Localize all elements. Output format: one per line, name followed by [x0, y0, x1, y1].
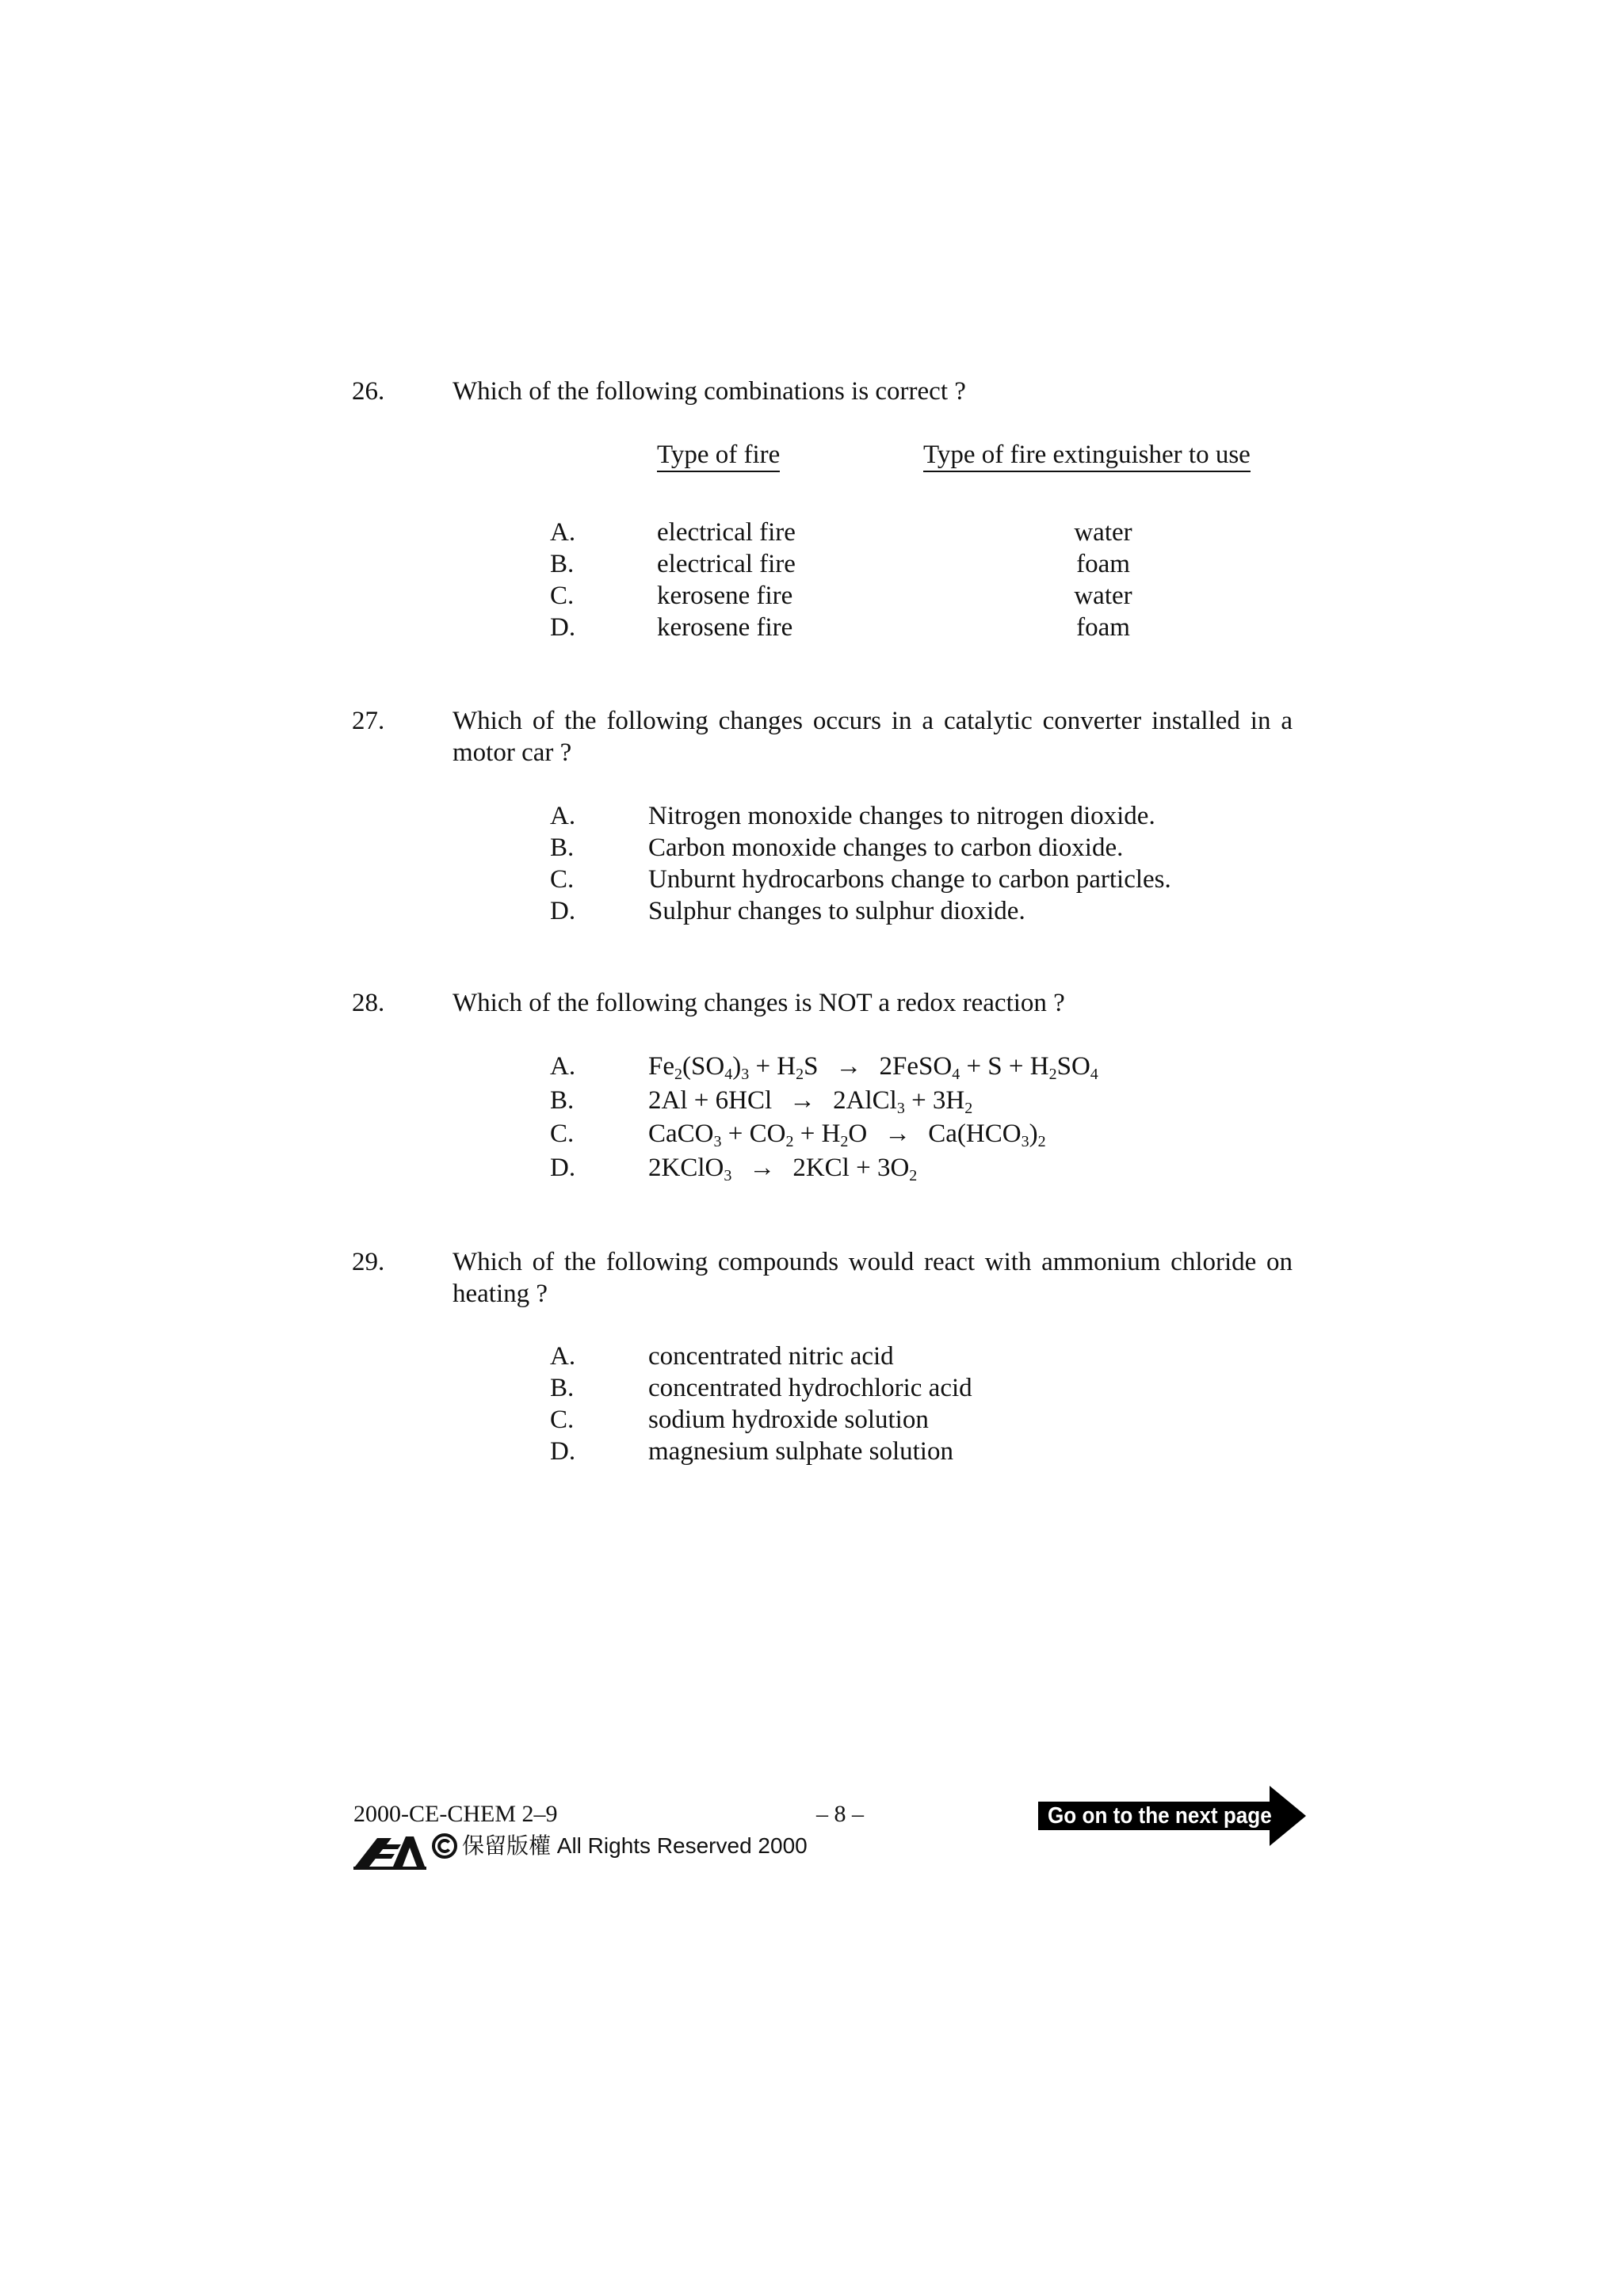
q26-option-letter: D. — [550, 613, 576, 642]
q28-eq-left — [648, 1052, 819, 1081]
q26-extinguisher: foam — [1076, 613, 1130, 642]
copyright-text: 保留版權 All Rights Reserved 2000 — [462, 1833, 808, 1858]
q27-option-letter: B. — [550, 833, 575, 862]
q28-equation — [648, 1152, 917, 1184]
question-29-text: Which of the following compounds would react with ammonium chloride on heating ? — [453, 1248, 1293, 1308]
formula-text: SO — [1056, 1052, 1090, 1081]
q28-eq-right — [880, 1052, 1098, 1081]
subscript: 3 — [741, 1066, 750, 1083]
formula-text: S — [804, 1052, 819, 1081]
q28-equation — [648, 1085, 972, 1116]
formula-text: O — [848, 1119, 868, 1148]
page-number: – 8 – — [816, 1801, 864, 1827]
formula-text: CaCO — [648, 1119, 714, 1148]
subscript: 2 — [1048, 1066, 1057, 1083]
q29-option-text: sodium hydroxide solution — [648, 1405, 929, 1434]
formula-text: + H — [793, 1119, 841, 1148]
q27-option-text: Carbon monoxide changes to carbon dioxide. — [648, 833, 1124, 862]
q28-eq-left — [648, 1086, 772, 1115]
next-page-arrow — [1038, 1786, 1308, 1848]
subscript: 4 — [724, 1066, 733, 1083]
subscript: 3 — [713, 1133, 722, 1150]
subscript: 4 — [952, 1066, 960, 1083]
q28-eq-left — [648, 1154, 731, 1182]
subscript: 4 — [1090, 1066, 1098, 1083]
formula-text: + 3H — [904, 1086, 965, 1115]
formula-text: Ca(HCO — [928, 1119, 1022, 1148]
subscript: 2 — [674, 1066, 682, 1083]
q26-fire-type: kerosene fire — [657, 582, 793, 610]
q28-equation — [648, 1051, 1098, 1082]
q29-option-letter: C. — [550, 1405, 575, 1434]
formula-text: + S + H — [960, 1052, 1049, 1081]
subscript: 2 — [796, 1066, 804, 1083]
q27-option-letter: D. — [550, 897, 576, 925]
q27-option-text: Unburnt hydrocarbons change to carbon particles. — [648, 865, 1171, 894]
copyright-icon — [431, 1833, 458, 1859]
q28-option-letter: B. — [550, 1086, 575, 1115]
formula-text: 2KClO — [648, 1154, 724, 1182]
subscript: 2 — [964, 1100, 973, 1117]
question-26-text: Which of the following combinations is correct ? — [453, 377, 966, 406]
q26-option-letter: C. — [550, 582, 575, 610]
subscript: 2 — [840, 1133, 849, 1150]
formula-text: + H — [749, 1052, 796, 1081]
subscript: 3 — [724, 1167, 732, 1184]
q27-option-letter: C. — [550, 865, 575, 894]
subscript: 2 — [909, 1167, 918, 1184]
q28-eq-right — [792, 1154, 917, 1182]
q29-option-letter: B. — [550, 1374, 575, 1402]
hkeaa-logo — [353, 1830, 426, 1871]
formula-text: 2KCl + 3O — [792, 1154, 910, 1182]
question-26-number: 26. — [352, 377, 385, 406]
formula-text: Fe — [648, 1052, 674, 1081]
q28-equation — [648, 1118, 1046, 1150]
q27-option-text: Nitrogen monoxide changes to nitrogen dioxide. — [648, 802, 1155, 830]
q26-col2-header-label: Type of fire extinguisher to use — [923, 441, 1251, 472]
q29-option-text: magnesium sulphate solution — [648, 1437, 953, 1466]
q28-option-letter: A. — [550, 1052, 576, 1081]
q27-option-letter: A. — [550, 802, 576, 830]
subscript: 3 — [896, 1100, 905, 1117]
formula-text: + CO — [721, 1119, 786, 1148]
q28-eq-left — [648, 1119, 867, 1148]
q26-col1-header — [657, 439, 780, 471]
formula-text: 2Al + 6HCl — [648, 1086, 773, 1115]
q28-eq-right — [833, 1086, 972, 1115]
q26-extinguisher: foam — [1076, 550, 1130, 578]
q29-option-text: concentrated nitric acid — [648, 1342, 894, 1371]
q26-option-letter: A. — [550, 518, 576, 547]
question-28-number: 28. — [352, 989, 385, 1017]
q28-eq-right — [928, 1119, 1045, 1148]
q26-fire-type: kerosene fire — [657, 613, 793, 642]
reaction-arrow-icon: → — [835, 1052, 862, 1081]
q29-option-text: concentrated hydrochloric acid — [648, 1374, 972, 1402]
subscript: 3 — [1021, 1133, 1029, 1150]
q29-option-letter: D. — [550, 1437, 576, 1466]
question-27-text: Which of the following changes occurs in a catalytic converter installed in a motor car ? — [453, 707, 1293, 767]
q26-fire-type: electrical fire — [657, 518, 796, 547]
formula-text: ) — [1029, 1119, 1038, 1148]
paper-code: 2000-CE-CHEM 2–9 — [353, 1801, 558, 1827]
subscript: 2 — [1037, 1133, 1046, 1150]
formula-text: 2FeSO — [879, 1052, 953, 1081]
q26-option-letter: B. — [550, 550, 575, 578]
question-29-number: 29. — [352, 1248, 385, 1276]
reaction-arrow-icon: → — [884, 1119, 911, 1148]
next-page-label: Go on to the next page — [1048, 1803, 1272, 1829]
q28-option-letter: D. — [550, 1154, 576, 1182]
q27-option-text: Sulphur changes to sulphur dioxide. — [648, 897, 1025, 925]
formula-text: 2AlCl — [833, 1086, 897, 1115]
q29-option-letter: A. — [550, 1342, 576, 1371]
q26-extinguisher: water — [1074, 518, 1132, 547]
q26-fire-type: electrical fire — [657, 550, 796, 578]
formula-text: ) — [732, 1052, 742, 1081]
formula-text: (SO — [682, 1052, 725, 1081]
q26-col1-header-label: Type of fire — [657, 441, 780, 472]
q28-option-letter: C. — [550, 1119, 575, 1148]
reaction-arrow-icon: → — [749, 1154, 776, 1182]
reaction-arrow-icon: → — [789, 1086, 816, 1115]
hkeaa-logo-icon — [353, 1830, 426, 1871]
question-28-text: Which of the following changes is NOT a redox reaction ? — [453, 989, 1065, 1017]
subscript: 2 — [785, 1133, 794, 1150]
question-27-number: 27. — [352, 707, 385, 735]
q26-col2-header — [923, 439, 1251, 471]
q26-extinguisher: water — [1074, 582, 1132, 610]
